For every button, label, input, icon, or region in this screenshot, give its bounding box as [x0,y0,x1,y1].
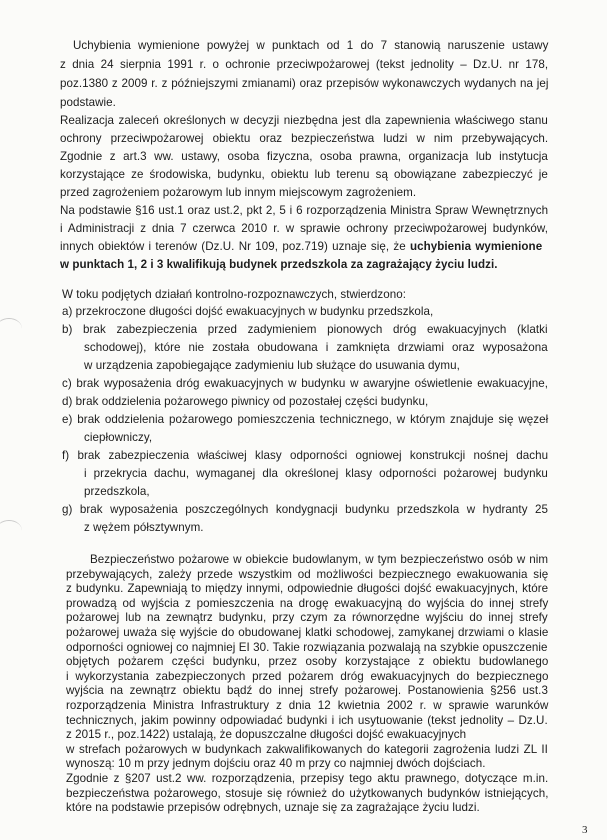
paragraph-line: podstawie. [60,96,116,109]
paragraph-line: i wykorzystania zabezpieczonych przed pożarem dróg ewakuacyjnych do bezpiecznego [66,669,549,683]
finding-item: c) brak wyposażenia dróg ewakuacyjnych w budynku w awaryjne oświetlenie ewakuacyjne, [62,377,549,390]
paragraph-line: objętych pożarem części budynku, przez osoby korzystające z obiektu budowlanego [66,655,549,669]
finding-item: a) przekroczone długości dojść ewakuacyjnych w budynku przedszkola, [62,305,434,318]
paragraph-line: Zgodnie z §207 ust.2 ww. rozporządzenia, przepisy tego aktu prawnego, dotyczące m.in. [66,772,549,785]
finding-item-continuation: przedszkola, [84,485,150,498]
finding-item: f) brak zabezpieczenia właściwej klasy odporności ogniowej konstrukcji nośnej dachu [62,449,549,462]
paragraph-line: pożarowej uważa się wyjście do obudowanej klatki schodowej, zamykanej drzwiami o klasie [66,626,549,639]
finding-item: d) brak oddzielenia pożarowego piwnicy od pozostałej części budynku, [62,395,429,408]
paragraph-line: odporności ogniowej co najmniej EI 30. Takie rozwiązania pozwalają na szybkie opuszczenie [66,640,548,654]
bold-conclusion-line: w punktach 1, 2 i 3 kwalifikują budynek przedszkola za zagrażający życiu ludzi. [60,258,498,271]
paragraph-line: przed zagrożeniem pożarowym lub innym miejscowym zagrożeniem. [60,186,417,199]
paragraph-line: i Administracji z dnia 7 czerwca 2010 r. w sprawie ochrony przeciwpożarowej budynków, [60,222,548,235]
paragraph-line: Realizacja zaleceń określonych w decyzji niezbędna jest dla zapewnienia właściwego stanu [60,114,548,127]
paragraph-line: technicznych, jakim powinny odpowiadać budynki i ich usytuowanie (tekst jednolity – Dz.U. [66,713,548,727]
paragraph-line: prowadzą od wyjścia z pomieszczenia na drogę ewakuacyjną do wyjścia do innej strefy [66,596,549,610]
paragraph-line: z dnia 24 sierpnia 1991 r. o ochronie przeciwpożarowej (tekst jednolity – Dz.U. nr 178, [60,58,549,71]
page-number: 3 [582,824,588,836]
finding-item-continuation: w urządzenia zapobiegające zadymieniu lub służące do usuwania dymu, [84,359,460,372]
bold-conclusion: uchybienia wymienione [410,240,543,253]
paragraph-line: wyjścia na zewnątrz obiektu bądź do innej strefy pożarowej. Postanowienia §256 ust.3 [66,684,548,698]
paragraph-line [60,240,542,254]
finding-item-continuation: i przekrycia dachu, wymaganej dla określonej klasy odporności pożarowej budynku [84,467,548,480]
finding-item-continuation: ciepłowniczy, [84,431,153,444]
paragraph-line: poz.1380 z 2009 r. z późniejszymi zmianami) oraz przepisów wykonawczych wydanych na jej [60,77,549,90]
paragraph-line: Uchybienia wymienione powyżej w punktach od 1 do 7 stanowią naruszenie ustawy [73,39,549,52]
paragraph-line-text: innych obiektów i terenów (Dz.U. Nr 109, poz.719) uznaje się, że [60,240,410,253]
punch-hole-mark [0,520,22,541]
paragraph-line: rozporządzenia Ministra Infrastruktury z dnia 12 kwietnia 2002 r. w sprawie warunków [66,699,549,712]
finding-item: e) brak oddzielenia pożarowego pomieszczenia technicznego, w którym znajduje się węzeł [62,413,549,426]
paragraph-line: z budynku. Zapewniają to między innymi, odpowiednie długości dojść ewakuacyjnych, które [66,582,549,596]
finding-item-continuation: schodowej), które nie została obudowana i zamknięta drzwiami oraz wyposażona [84,341,548,354]
paragraph-line: Bezpieczeństwo pożarowe w obiekcie budowlanym, w tym bezpieczeństwo osób w nim [90,553,549,566]
paragraph-line: w strefach pożarowych w budynkach zakwalifikowanych do kategorii zagrożenia ludzi ZL II [66,742,548,756]
finding-item: b) brak zabezpieczenia przed zadymieniem pionowych dróg ewakuacyjnych (klatki [62,323,548,336]
paragraph-line: wynoszą: 10 m przy jednym dojściu oraz 40 m przy co najmniej dwóch dojściach. [66,757,486,771]
punch-hole-mark [0,318,22,339]
paragraph-line: z 2015 r., poz.1422) ustalają, że dopuszczalne długości dojść ewakuacyjnych [66,728,467,742]
paragraph-line: ochrony przeciwpożarowej obiektu oraz bezpieczeństwa ludzi w nim przebywających. [60,132,549,145]
finding-item: g) brak wyposażenia poszczególnych kondygnacji budynku przedszkola w hydranty 25 [62,503,549,516]
findings-intro: W toku podjętych działań kontrolno-rozpoznawczych, stwierdzono: [62,288,407,301]
paragraph-line: Zgodnie z art.3 ww. ustawy, osoba fizyczna, osoba prawna, organizacja lub instytucja [60,150,548,163]
paragraph-line: bezpieczeństwa pożarowego, stosuje się również do użytkowanych budynków istniejących, [66,786,549,800]
paragraph-line: przebywających, zależy przede wszystkim od możliwości bezpiecznego ewakuowania się [66,567,549,581]
paragraph-line: korzystające ze środowiska, budynku, obiektu lub terenu są obowiązane zabezpieczyć je [60,168,548,181]
finding-item-continuation: z wężem półsztywnym. [84,521,204,534]
paragraph-line: które na podstawie przepisów odrębnych, uznaje się za zagrażające życiu ludzi. [66,801,480,815]
paragraph-line: Na podstawie §16 ust.1 oraz ust.2, pkt 2, 5 i 6 rozporządzenia Ministra Spraw Wewnętrznych [60,204,549,217]
paragraph-line: pożarowej lub na zewnątrz budynku, przy czym za równorzędne wyjściu do innej strefy [66,611,548,625]
